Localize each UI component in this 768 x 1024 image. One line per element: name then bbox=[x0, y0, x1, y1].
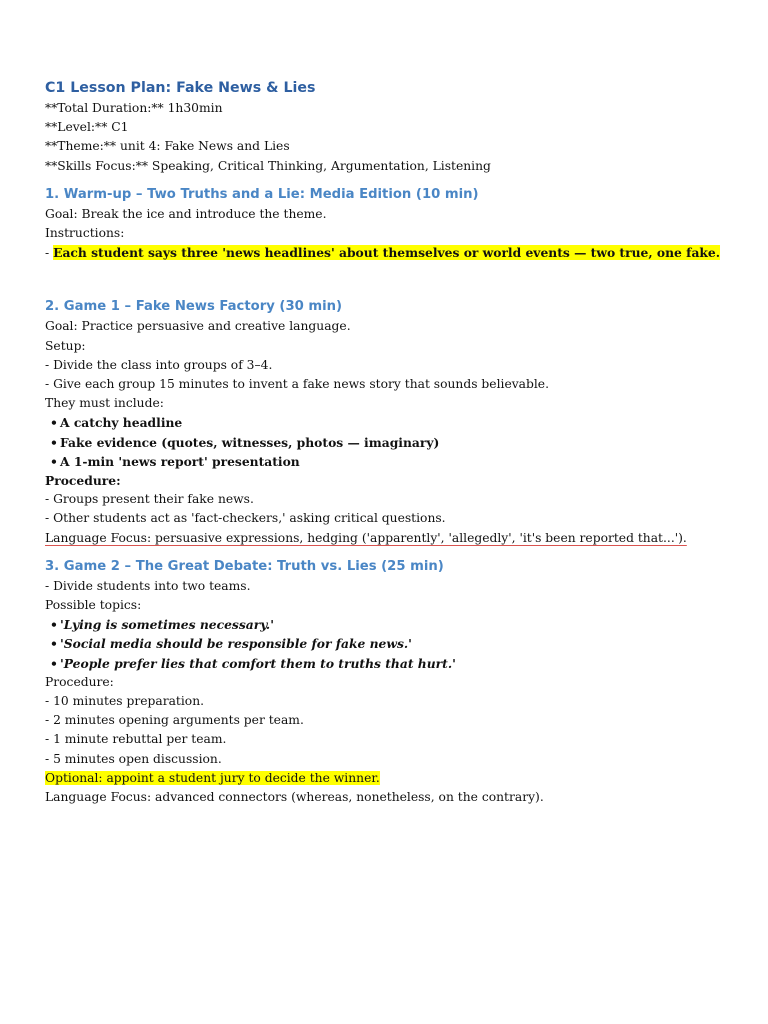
section1-instructions-label: Instructions: bbox=[45, 226, 125, 241]
meta-level: **Level:** C1 bbox=[45, 120, 129, 135]
topic-text: 'Social media should be responsible for fake news.' bbox=[60, 636, 412, 652]
procedure-item: - 5 minutes open discussion. bbox=[45, 751, 222, 766]
meta-theme: **Theme:** unit 4: Fake News and Lies bbox=[45, 139, 290, 154]
bullet-icon: • bbox=[50, 636, 58, 652]
section1-instruction bbox=[45, 243, 735, 263]
section3-intro: - Divide students into two teams. bbox=[45, 578, 251, 593]
language-focus-text: Language Focus: persuasive expressions, hedging ('apparently', 'allegedly', 'it's been reported that...'). bbox=[45, 530, 687, 545]
page-title: C1 Lesson Plan: Fake News & Lies bbox=[45, 80, 316, 96]
section2-procedure-label: Procedure: bbox=[45, 473, 121, 489]
meta-duration: **Total Duration:** 1h30min bbox=[45, 101, 223, 115]
document-body bbox=[45, 78, 735, 807]
procedure-item: - 1 minute rebuttal per team. bbox=[45, 732, 227, 747]
include-item bbox=[45, 413, 735, 432]
section2-goal: Goal: Practice persuasive and creative language. bbox=[45, 319, 351, 334]
procedure-item: - Other students act as 'fact-checkers,' asking critical questions. bbox=[45, 511, 446, 526]
bullet-icon: • bbox=[50, 415, 58, 431]
section3-language-focus: Language Focus: advanced connectors (whereas, nonetheless, on the contrary). bbox=[45, 790, 544, 805]
setup-item: - Divide the class into groups of 3–4. bbox=[45, 357, 273, 372]
bullet-icon: • bbox=[50, 617, 58, 633]
topic-text: 'Lying is sometimes necessary.' bbox=[60, 617, 274, 633]
bullet-icon: • bbox=[50, 453, 58, 469]
meta-skills: **Skills Focus:** Speaking, Critical Thinking, Argumentation, Listening bbox=[45, 158, 491, 173]
dash: - bbox=[45, 246, 54, 261]
topic-item bbox=[45, 615, 735, 634]
section3-heading: 3. Game 2 – The Great Debate: Truth vs. Lies (25 min) bbox=[45, 558, 444, 574]
section2-language-focus bbox=[45, 529, 735, 548]
section1-goal: Goal: Break the ice and introduce the theme. bbox=[45, 206, 327, 221]
section2-setup-label: Setup: bbox=[45, 338, 86, 353]
section2-include-label: They must include: bbox=[45, 396, 164, 411]
include-item bbox=[45, 433, 735, 452]
include-item-text: A 1-min 'news report' presentation bbox=[60, 453, 300, 469]
topic-text: 'People prefer lies that comfort them to truths that hurt.' bbox=[60, 655, 456, 671]
section3-optional bbox=[45, 769, 735, 788]
bullet-icon: • bbox=[50, 655, 58, 671]
highlighted-instruction: Each student says three 'news headlines' about themselves or world events — two true, one fake. bbox=[53, 245, 721, 261]
topic-item bbox=[45, 634, 735, 653]
include-item-text: Fake evidence (quotes, witnesses, photos — imaginary) bbox=[60, 434, 440, 450]
include-item-text: A catchy headline bbox=[60, 415, 183, 431]
setup-item: - Give each group 15 minutes to invent a fake news story that sounds believable. bbox=[45, 377, 549, 392]
section3-procedure-label: Procedure: bbox=[45, 674, 114, 689]
procedure-item: - Groups present their fake news. bbox=[45, 492, 254, 507]
include-item bbox=[45, 452, 735, 471]
section2-heading: 2. Game 1 – Fake News Factory (30 min) bbox=[45, 299, 343, 315]
section3-topics-label: Possible topics: bbox=[45, 598, 142, 613]
section1-heading: 1. Warm-up – Two Truths and a Lie: Media Edition (10 min) bbox=[45, 186, 479, 202]
procedure-item: - 2 minutes opening arguments per team. bbox=[45, 713, 304, 728]
bullet-icon: • bbox=[50, 434, 58, 450]
optional-highlight: Optional: appoint a student jury to decide the winner. bbox=[45, 770, 380, 785]
procedure-item: - 10 minutes preparation. bbox=[45, 694, 205, 709]
topic-item bbox=[45, 654, 735, 673]
